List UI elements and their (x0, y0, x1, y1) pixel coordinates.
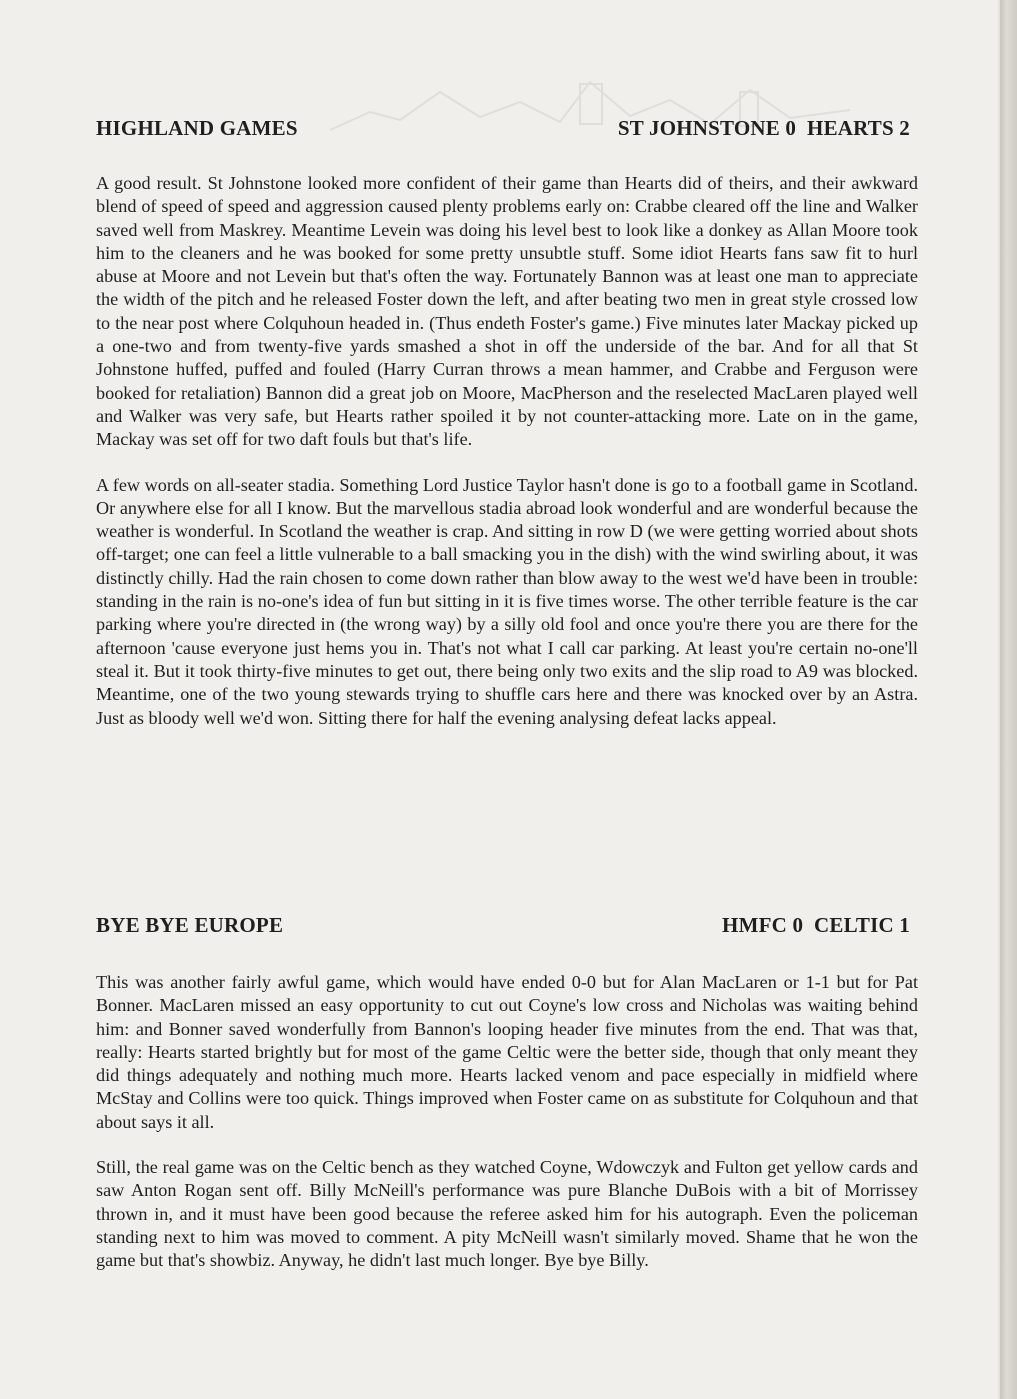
article-title: HIGHLAND GAMES (96, 116, 298, 140)
match-score: HMFC 0 CELTIC 1 (722, 913, 910, 937)
match-report-hmfc-celtic (96, 913, 918, 1273)
page-edge-shadow (1000, 0, 1017, 1399)
match-score: ST JOHNSTONE 0 HEARTS 2 (617, 116, 910, 140)
article-header (96, 913, 918, 945)
article-paragraph: Still, the real game was on the Celtic bench as they watched Coyne, Wdowczyk and Fulton get yellow cards and saw Anton Rogan sent off. Billy McNeill's performance was pure Blanche DuBois with a bit of Morrissey thrown in, and it must have been good because the referee asked him for his autograph. Even the policeman standing next to him was moved to comment. A pity McNeill wasn't similarly moved. Shame that he won the game but that's showbiz. Anyway, he didn't last much longer. Bye bye Billy. (96, 1157, 918, 1271)
article-paragraph: This was another fairly awful game, which would have ended 0-0 but for Alan MacLaren or 1-1 but for Pat Bonner. MacLaren missed an easy opportunity to cut out Coyne's low cross and Nicholas was waiting behind him: and Bonner saved wonderfully from Bannon's looping header five minutes from the end. That was that, really: Hearts started brightly but for most of the game Celtic were the better side, though that only meant they did things adequately and nothing much more. Hearts lacked venom and pace especially in midfield where McStay and Collins were too quick. Things improved when Foster came on as substitute for Colquhoun and that about says it all. (96, 972, 918, 1132)
article-title: BYE BYE EUROPE (96, 913, 284, 937)
article-header (96, 116, 918, 148)
match-report-st-johnstone-hearts (96, 116, 918, 730)
article-paragraph: A few words on all-seater stadia. Something Lord Justice Taylor hasn't done is go to a football game in Scotland. Or anywhere else for all I know. But the marvellous stadia abroad look wonderful and are wonderful because the weather is wonderful. In Scotland the weather is crap. And sitting in row D (we were getting worried about shots off-target; one can feel a little vulnerable to a ball smacking you in the dish) with the wind swirling about, it was distinctly chilly. Had the rain chosen to come down rather than blow away to the west we'd have been in trouble: standing in the rain is no-one's idea of fun but sitting in it is five times worse. The other terrible feature is the car parking where you're directed in (the wrong way) by a silly old fool and once you're there you are there for the afternoon 'cause everyone just hems you in. That's not what I call car parking. At least you're certain no-one'll steal it. But it took thirty-five minutes to get out, there being only two exits and the slip road to A9 was blocked. Meantime, one of the two young stewards trying to shuffle cars here and there was knocked over by an Astra. Just as bloody well we'd won. Sitting there for half the evening analysing defeat lacks appeal. (96, 474, 918, 728)
article-paragraph: A good result. St Johnstone looked more confident of their game than Hearts did of theirs, and their awkward blend of speed of speed and aggression caused plenty problems early on: Crabbe cleared off the line and Walker saved well from Maskrey. Meantime Levein was doing his level best to look like a donkey as Allan Moore took him to the cleaners and he was booked for some pretty unsubtle stuff. Some idiot Hearts fans saw fit to hurl abuse at Moore and not Levein but that's often the way. Fortunately Bannon was at least one man to appreciate the width of the pitch and he released Foster down the left, and after beating two men in great style crossed low to the near post where Colquhoun headed in. (Thus endeth Foster's game.) Five minutes later Mackay picked up a one-two and from twenty-five yards smashed a shot in off the underside of the bar. And for all that St Johnstone huffed, puffed and fouled (Harry Curran throws a mean hammer, and Crabbe and Ferguson were booked for retaliation) Bannon did a great job on Moore, MacPherson and the reselected MacLaren played well and Walker was very safe, but Hearts rather spoiled it by not counter-attacking more. Late on in the game, Mackay was set off for two daft fouls but that's life. (96, 173, 918, 450)
